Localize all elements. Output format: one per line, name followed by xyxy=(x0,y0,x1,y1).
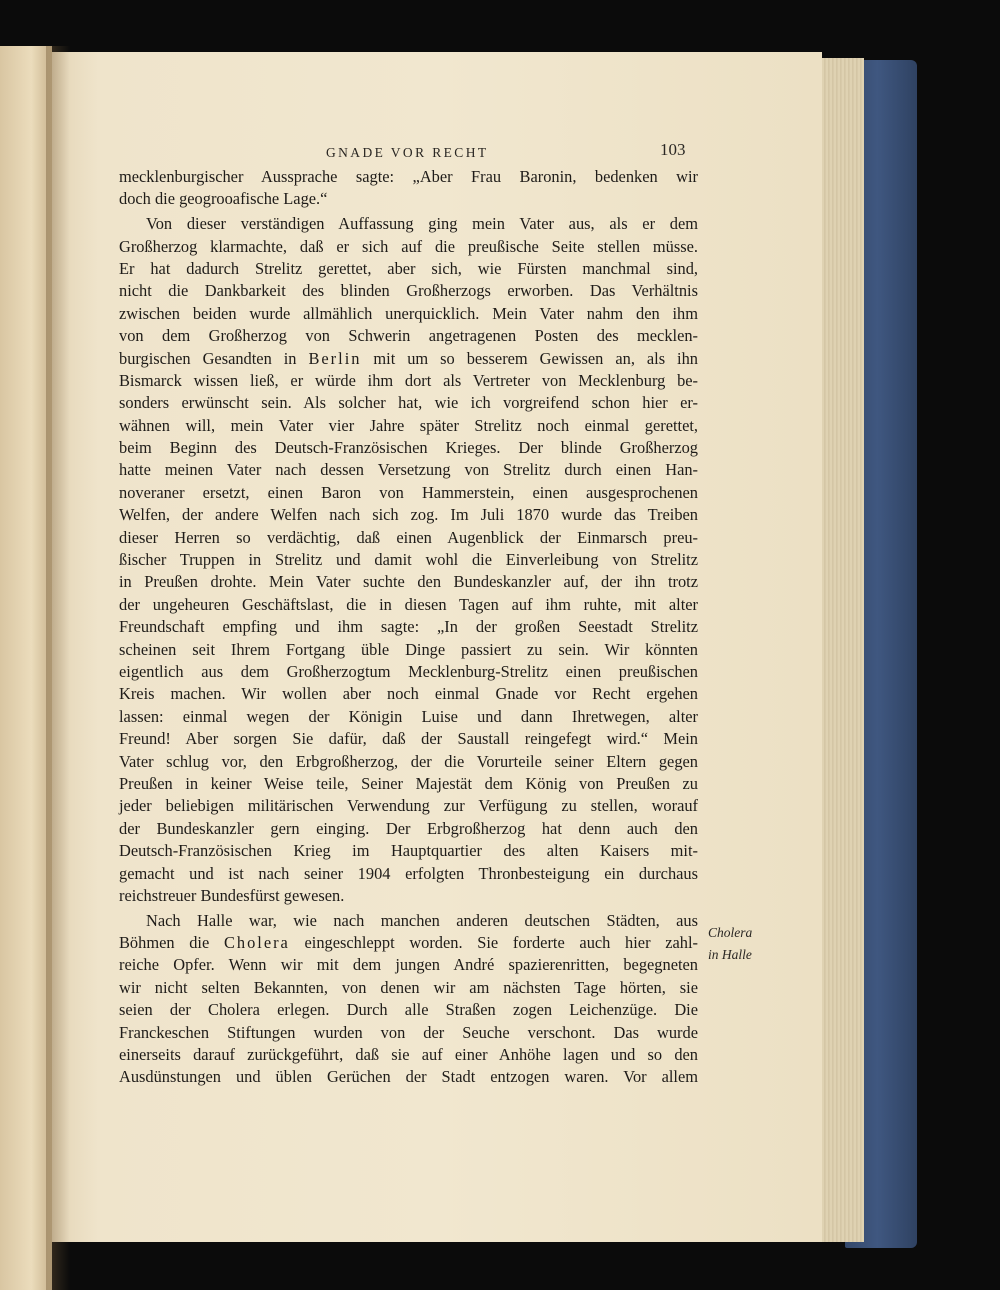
text-line: der Bundeskanzler gern einging. Der Erbgroßherzog hat denn auch den xyxy=(119,818,698,838)
left-page-edge xyxy=(0,46,52,1290)
text-line: Er hat dadurch Strelitz gerettet, aber sich, wie Fürsten manchmal sind, xyxy=(119,258,698,278)
text-line: Welfen, der andere Welfen nach sich zog. Im Juli 1870 wurde das Treiben xyxy=(119,505,698,525)
text-line: lassen: einmal wegen der Königin Luise und dann Ihretwegen, alter xyxy=(119,706,698,726)
text-line: reiche Opfer. Wenn wir mit dem jungen André spazierenritten, begegneten xyxy=(119,955,698,975)
text-line: Großherzog klarmachte, daß er sich auf die preußische Seite stellen müsse. xyxy=(119,236,698,256)
text-line: in Preußen drohte. Mein Vater suchte den Bundeskanzler auf, der ihn trotz xyxy=(119,572,698,592)
text-segment: Böhmen die xyxy=(119,933,224,953)
text-line: der ungeheuren Geschäftslast, die in diesen Tagen auf ihm ruhte, mit alter xyxy=(119,594,698,614)
text-line: mecklenburgischer Aussprache sagte: „Aber Frau Baronin, bedenken wir xyxy=(119,167,698,186)
running-head-title: GNADE VOR RECHT xyxy=(326,145,489,160)
text-block xyxy=(119,166,698,1089)
text-line: zwischen beiden wurde allmählich unerquicklich. Mein Vater nahm den ihm xyxy=(119,303,698,323)
text-line: Vater schlug vor, den Erbgroßherzog, der die Vorurteile seiner Eltern gegen xyxy=(119,751,698,771)
text-line: einerseits darauf zurückgeführt, daß sie auf einer Anhöhe lagen und so den xyxy=(119,1045,698,1065)
text-line: von dem Großherzog von Schwerin angetragenen Posten des mecklen- xyxy=(119,326,698,346)
text-line: ßischer Truppen in Strelitz und damit wohl die Einverleibung von Strelitz xyxy=(119,550,698,570)
text-line: wir nicht selten Bekannten, von denen wir am nächsten Tage hörten, sie xyxy=(119,977,698,997)
text-line: nicht die Dankbarkeit des blinden Großherzogs erworben. Das Verhältnis xyxy=(119,281,698,301)
text-line: eigentlich aus dem Großherzogtum Mecklenburg-Strelitz einen preußischen xyxy=(119,661,698,681)
text-line: dieser Herren so verdächtig, daß einen Augenblick der Einmarsch preu- xyxy=(119,527,698,547)
text-line: gemacht und ist nach seiner 1904 erfolgten Thronbesteigung ein durchaus xyxy=(119,863,698,883)
text-line: Deutsch-Französischen Krieg im Hauptquartier des alten Kaisers mit- xyxy=(119,841,698,861)
text-line: Ausdünstungen und üblen Gerüchen der Stadt entzogen waren. Vor allem xyxy=(119,1067,698,1087)
text-line: Kreis machen. Wir wollen aber noch einmal Gnade vor Recht ergehen xyxy=(119,684,698,704)
text-line: wähnen will, mein Vater vier Jahre später Strelitz noch einmal gerettet, xyxy=(119,415,698,435)
text-line: Freund! Aber sorgen Sie dafür, daß der Saustall reingefegt wird.“ Mein xyxy=(119,729,698,749)
text-line: noveraner ersetzt, einen Baron von Hammerstein, einen ausgesprochenen xyxy=(119,482,698,502)
text-segment: burgischen Gesandten in xyxy=(119,348,309,368)
text-line: jeder beliebigen militärischen Verwendung zur Verfügung zu stellen, worauf xyxy=(119,796,698,816)
text-segment: eingeschleppt worden. Sie forderte auch hier zahl- xyxy=(289,933,698,953)
text-line: hatte meinen Vater nach dessen Versetzung von Strelitz durch einen Han- xyxy=(119,460,698,480)
text-line: seien der Cholera erlegen. Durch alle Straßen zogen Leichenzüge. Die xyxy=(119,1000,698,1020)
text-line: sonders erwünscht sein. Als solcher hat, wie ich vorgreifend schon hier er- xyxy=(119,393,698,413)
page-stack-edge xyxy=(818,58,864,1242)
spaced-word: Berlin xyxy=(308,348,362,368)
text-line: Franckeschen Stiftungen wurden von der Seuche verschont. Das wurde xyxy=(119,1022,698,1042)
text-line: Nach Halle war, wie nach manchen anderen deutschen Städten, aus xyxy=(146,910,698,930)
page-number: 103 xyxy=(660,140,686,159)
book-gutter xyxy=(46,46,70,1290)
text-line: Von dieser verständigen Auffassung ging mein Vater aus, als er dem xyxy=(146,214,698,234)
text-line: Bismarck wissen ließ, er würde ihm dort als Vertreter von Mecklenburg be- xyxy=(119,370,698,390)
text-line: beim Beginn des Deutsch-Französischen Krieges. Der blinde Großherzog xyxy=(119,438,698,458)
spaced-word: Cholera xyxy=(223,933,290,953)
text-line: doch die geogrooafische Lage.“ xyxy=(119,189,328,209)
text-line xyxy=(119,932,698,954)
text-segment: mit um so besserem Gewissen an, als ihn xyxy=(361,348,699,368)
margin-note-line: in Halle xyxy=(708,947,752,962)
margin-note-line: Cholera xyxy=(708,925,753,940)
text-line: reichstreuer Bundesfürst gewesen. xyxy=(119,885,345,905)
text-line: Preußen in keiner Weise teile, Seiner Majestät dem König von Preußen zu xyxy=(119,773,698,793)
text-line: Freundschaft empfing und ihm sagte: „In der großen Seestadt Strelitz xyxy=(119,617,698,637)
margin-note xyxy=(708,922,752,966)
text-line xyxy=(119,348,698,370)
text-line: scheinen seit Ihrem Fortgang üble Dinge passiert zu sein. Wir könnten xyxy=(119,639,698,659)
